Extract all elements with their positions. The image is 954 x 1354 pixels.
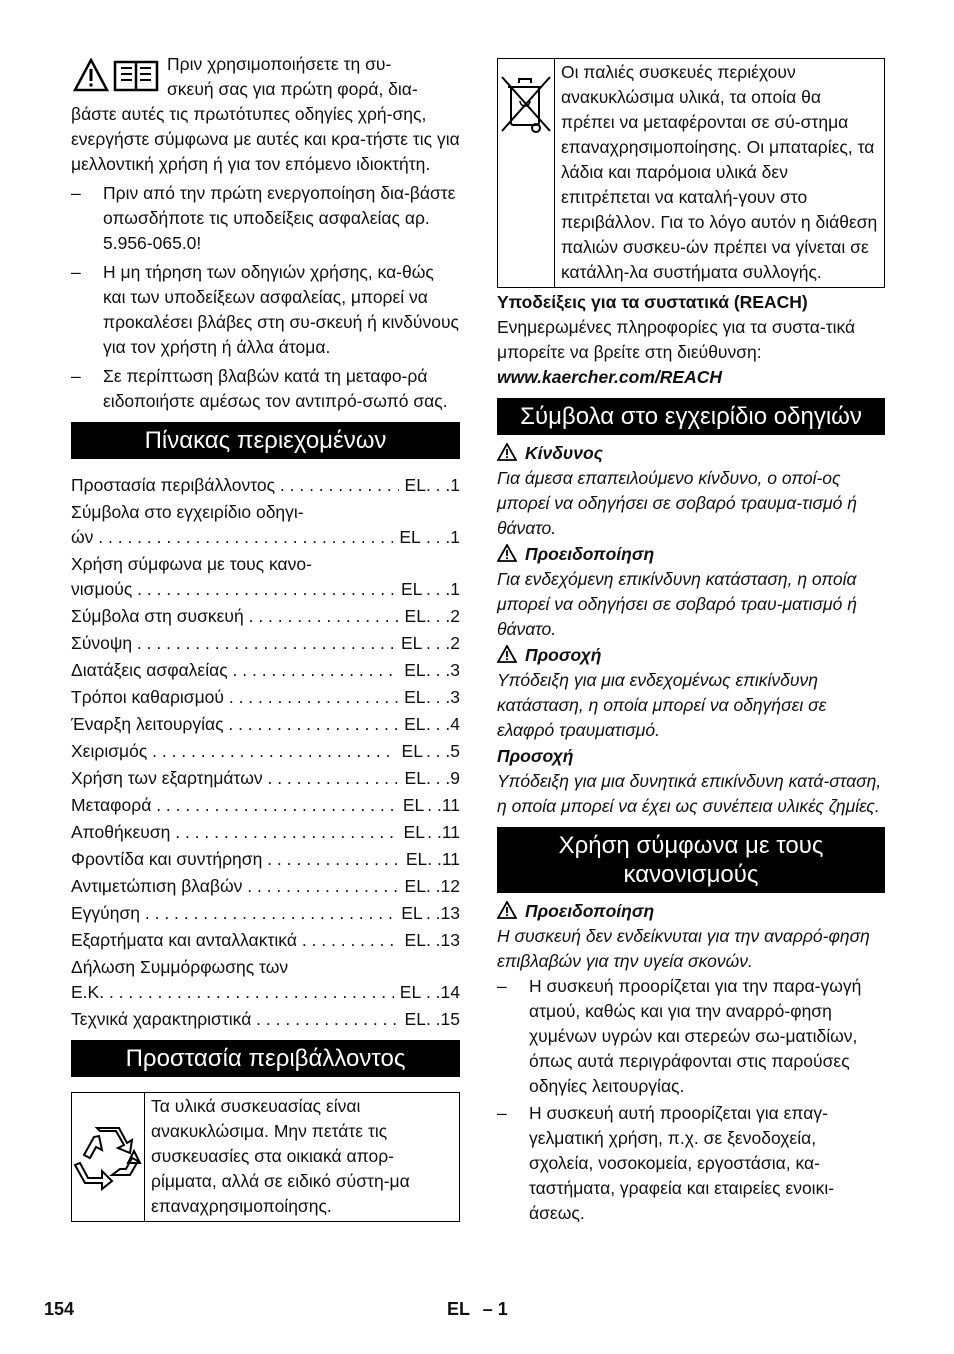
toc-entry-page: . . .1 bbox=[425, 527, 460, 547]
intro-icons bbox=[73, 58, 161, 92]
list-item: – Σε περίπτωση βλαβών κατά τη μεταφο-ρά ειδοποιήστε αμέσως τον αντιπρό-σωπό σας. bbox=[71, 366, 448, 411]
intro-bullet-list bbox=[71, 181, 460, 414]
symbol-entry-label: Προσοχή bbox=[497, 746, 574, 766]
toc-entry[interactable] bbox=[71, 712, 460, 737]
toc-entry-lang: EL bbox=[400, 633, 423, 653]
table-of-contents bbox=[71, 473, 460, 1032]
toc-entry-lang: EL bbox=[401, 741, 423, 761]
toc-entry-lang: EL bbox=[404, 475, 426, 495]
toc-entry-lang: EL bbox=[401, 903, 423, 923]
toc-entry-title: Χρήση σύμφωνα με τους κανο- νισμούς . . . bbox=[71, 552, 395, 602]
symbol-entry bbox=[497, 744, 885, 819]
use-warning-text: Η συσκευή δεν ενδείκνυται για την αναρρό-φηση επιβλαβών για την υγεία σκονών. bbox=[497, 926, 870, 971]
intro-line-1: Πριν χρησιμοποιήσετε τη συ- bbox=[167, 54, 392, 74]
toc-entry[interactable] bbox=[71, 901, 460, 926]
toc-entry-title: Έναρξη λειτουργίας . . . bbox=[71, 712, 398, 737]
toc-heading: Πίνακας περιεχομένων bbox=[71, 422, 460, 459]
toc-entry-title: Εγγύηση . . . bbox=[71, 901, 395, 926]
toc-entry[interactable] bbox=[71, 793, 460, 818]
toc-entry[interactable] bbox=[71, 473, 460, 498]
toc-entry-page: . . .4 bbox=[425, 714, 460, 734]
left-column bbox=[71, 52, 460, 1222]
toc-entry[interactable] bbox=[71, 552, 460, 602]
footer-code: EL – 1 bbox=[447, 1299, 508, 1319]
toc-entry-title: Σύνοψη . . . bbox=[71, 631, 395, 656]
toc-entry-page: . . .9 bbox=[425, 768, 460, 788]
toc-entry-page: . .13 bbox=[425, 930, 460, 950]
use-bullet-list bbox=[497, 974, 885, 1226]
toc-entry-title: Αποθήκευση . . . bbox=[71, 820, 398, 845]
toc-entry-title: Σύμβολα στη συσκευή . . . bbox=[71, 604, 399, 629]
toc-entry[interactable] bbox=[71, 500, 460, 550]
toc-entry-page: . . .1 bbox=[425, 475, 460, 495]
symbol-entry bbox=[497, 542, 885, 642]
list-item: – Η συσκευή αυτή προορίζεται για επαγ-γελματική χρήση, π.χ. σε ξενοδοχεία, σχολεία, νοσοκομεία, εργοστάσια, κα-ταστήματα, γραφεία και εταιρείες ενοικι-άσεως. bbox=[497, 1103, 835, 1223]
toc-entry-title: Τεχνικά χαρακτηριστικά . . . bbox=[71, 1007, 399, 1032]
disposal-box bbox=[497, 58, 885, 288]
warning-triangle-icon bbox=[73, 58, 109, 92]
symbol-entry-label: Προσοχή bbox=[497, 643, 885, 668]
toc-entry[interactable] bbox=[71, 928, 460, 953]
toc-entry-title: Χρήση των εξαρτημάτων . . . bbox=[71, 766, 399, 791]
warning-triangle-icon bbox=[497, 443, 517, 461]
symbol-entry-text: Υπόδειξη για μια δυνητικά επικίνδυνη κατά-σταση, η οποία μπορεί να έχει ως συνέπεια υλικές ζημίες. bbox=[497, 771, 882, 816]
toc-entry-lang: EL bbox=[399, 527, 421, 547]
toc-entry-page: . .13 bbox=[425, 903, 460, 923]
toc-entry-lang: EL bbox=[404, 876, 426, 896]
toc-entry-title: Σύμβολα στο εγχειρίδιο οδηγι- ών . . . bbox=[71, 500, 393, 550]
toc-entry-page: . . .3 bbox=[425, 687, 460, 707]
toc-entry[interactable] bbox=[71, 874, 460, 899]
toc-entry-title: Δήλωση Συμμόρφωσης των Ε.Κ. . . . bbox=[71, 955, 394, 1005]
environment-box bbox=[71, 1092, 460, 1222]
toc-entry-title: Τρόποι καθαρισμού . . . bbox=[71, 685, 398, 710]
use-warning bbox=[497, 899, 885, 974]
bin-icon-cell bbox=[498, 59, 555, 287]
symbol-entry bbox=[497, 441, 885, 541]
symbol-entry-label: Κίνδυνος bbox=[497, 441, 885, 466]
symbol-entry-label: Προειδοποίηση bbox=[497, 542, 885, 567]
warning-triangle-icon bbox=[497, 544, 517, 562]
toc-entry-title: Εξαρτήματα και ανταλλακτικά . . . bbox=[71, 928, 399, 953]
symbols-list bbox=[497, 441, 885, 819]
list-item: – Η συσκευή προορίζεται για την παρα-γωγή ατμού, καθώς και για την αναρρό-φηση χυμένων υγρών και στερεών σω-ματιδίων, όπως αυτά περιγράφονται στις παρούσες οδηγίες λειτουργίας. bbox=[497, 976, 862, 1096]
toc-entry[interactable] bbox=[71, 631, 460, 656]
toc-entry-title: Χειρισμός . . . bbox=[71, 739, 396, 764]
toc-entry-title: Φροντίδα και συντήρηση . . . bbox=[71, 847, 400, 872]
toc-entry[interactable] bbox=[71, 658, 460, 683]
symbol-entry-text: Για ενδεχόμενη επικίνδυνη κατάσταση, η οποία μπορεί να οδηγήσει σε σοβαρό τραυ-ματισμό ή θάνατο. bbox=[497, 569, 857, 639]
toc-entry[interactable] bbox=[71, 955, 460, 1005]
list-item: – Η μη τήρηση των οδηγιών χρήσης, κα-θώς και των υποδείξεων ασφαλείας, μπορεί να προκαλέσει βλάβες στη συ-σκευή ή κινδύνους για τον χρήστη ή άλλα άτομα. bbox=[71, 262, 459, 357]
toc-entry[interactable] bbox=[71, 820, 460, 845]
toc-entry-lang: EL bbox=[404, 606, 426, 626]
toc-entry-page: . . .2 bbox=[425, 606, 460, 626]
intro-rest: βάστε αυτές τις πρωτότυπες οδηγίες χρή-σης, ενεργήστε σύμφωνα με αυτές και κρα-τήστε τις για μελλοντική χρήση ή για τον επόμενο ιδιοκτήτη. bbox=[71, 104, 460, 174]
toc-entry-page: . .15 bbox=[425, 1009, 460, 1029]
toc-entry[interactable] bbox=[71, 766, 460, 791]
disposal-text: Οι παλιές συσκευές περιέχουν ανακυκλώσιμα υλικά, τα οποία θα πρέπει να μεταφέρονται σε σύ-στημα επαναχρησιμοποίησης. Οι μπαταρίες, τα λάδια και παρόμοια υλικά δεν επιτρέπεται να καταλή-γουν στο περιβάλλον. Για το λόγο αυτόν η διάθεση παλιών συσκευ-ών πρέπει να γίνεται σε κατάλλη-λα συστήματα συλλογής. bbox=[561, 62, 878, 282]
toc-entry[interactable] bbox=[71, 604, 460, 629]
toc-entry[interactable] bbox=[71, 739, 460, 764]
toc-entry-page: . . .2 bbox=[425, 633, 460, 653]
toc-entry-lang: EL bbox=[404, 660, 426, 680]
list-item: – Πριν από την πρώτη ενεργοποίηση δια-βάστε οπωσδήποτε τις υποδείξεις ασφαλείας αρ. 5.956-065.0! bbox=[71, 183, 456, 253]
toc-entry-lang: EL bbox=[402, 795, 425, 815]
toc-entry-page: . .14 bbox=[425, 982, 460, 1002]
environment-text: Τα υλικά συσκευασίας είναι ανακυκλώσιμα. Μην πετάτε τις συσκευασίες στα οικιακά απορ-ρίμματα, αλλά σε ειδικό σύστη-μα επαναχρησιμοποίησης. bbox=[151, 1096, 410, 1216]
toc-entry-lang: EL bbox=[404, 930, 426, 950]
toc-entry-lang: EL bbox=[400, 579, 423, 599]
reach-title: Υποδείξεις για τα συστατικά (REACH) bbox=[497, 292, 808, 312]
reach-url[interactable]: www.kaercher.com/REACH bbox=[497, 367, 722, 387]
toc-entry-page: . .12 bbox=[425, 876, 460, 896]
right-column bbox=[497, 58, 885, 1226]
toc-entry-lang: EL bbox=[404, 714, 426, 734]
toc-entry-title: Διατάξεις ασφαλείας . . . bbox=[71, 658, 398, 683]
toc-entry-title: Προστασία περιβάλλοντος . . . bbox=[71, 473, 399, 498]
crossed-out-bin-icon bbox=[498, 73, 554, 135]
toc-entry[interactable] bbox=[71, 847, 460, 872]
intro-line-2: σκευή σας για πρώτη φορά, δια- bbox=[167, 79, 418, 99]
toc-entry-lang: EL bbox=[405, 849, 428, 869]
environment-heading: Προστασία περιβάλλοντος bbox=[71, 1040, 460, 1077]
use-warning-label: Προειδοποίηση bbox=[497, 899, 885, 924]
toc-entry-lang: EL bbox=[404, 1009, 426, 1029]
toc-entry-lang: EL bbox=[404, 687, 426, 707]
warning-triangle-icon bbox=[497, 645, 517, 663]
toc-entry-title: Μεταφορά . . . bbox=[71, 793, 397, 818]
toc-entry-lang: EL bbox=[399, 982, 422, 1002]
symbols-heading: Σύμβολα στο εγχειρίδιο οδηγιών bbox=[497, 398, 885, 435]
recycle-icon bbox=[72, 1123, 144, 1191]
toc-entry-lang: EL bbox=[403, 822, 425, 842]
toc-entry-page: . . .5 bbox=[425, 741, 460, 761]
toc-entry-title: Αντιμετώπιση βλαβών . . . bbox=[71, 874, 399, 899]
toc-entry-page: . . .3 bbox=[425, 660, 460, 680]
book-manual-icon bbox=[113, 58, 159, 92]
symbol-entry bbox=[497, 643, 885, 743]
toc-entry-page: . . .1 bbox=[425, 579, 460, 599]
page-number: 154 bbox=[44, 1299, 75, 1319]
toc-entry-page: . .11 bbox=[427, 849, 460, 869]
intro-section bbox=[71, 52, 460, 177]
warning-triangle-icon bbox=[497, 901, 517, 919]
toc-entry[interactable] bbox=[71, 685, 460, 710]
reach-text: Ενημερωμένες πληροφορίες για τα συστα-τικά μπορείτε να βρείτε στη διεύθυνση: bbox=[497, 317, 856, 362]
toc-entry-lang: EL bbox=[404, 768, 426, 788]
toc-entry[interactable] bbox=[71, 1007, 460, 1032]
use-heading: Χρήση σύμφωνα με τους κανονισμούς bbox=[497, 827, 885, 893]
symbol-entry-text: Υπόδειξη για μια ενδεχομένως επικίνδυνη κατάσταση, η οποία μπορεί να οδηγήσει σε ελαφρό τραυματισμό. bbox=[497, 670, 827, 740]
toc-entry-page: . .11 bbox=[427, 795, 460, 815]
toc-entry-page: . .11 bbox=[427, 822, 460, 842]
symbol-entry-text: Για άμεσα επαπειλούμενο κίνδυνο, ο οποί-ος μπορεί να οδηγήσει σε σοβαρό τραυμα-τισμό ή θάνατο. bbox=[497, 468, 857, 538]
recycle-icon-cell bbox=[72, 1093, 145, 1221]
